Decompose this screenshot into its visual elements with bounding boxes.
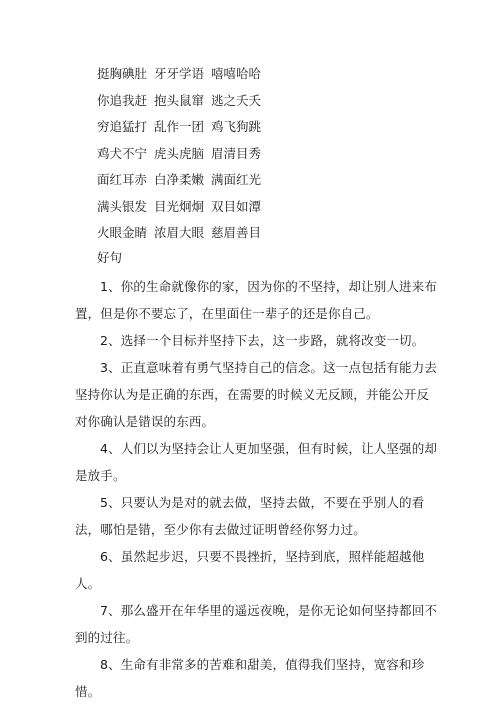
idiom-word: 乱作一团 (154, 119, 205, 134)
idiom-word: 满面红光 (211, 172, 262, 187)
idiom-word: 穷追猛打 (97, 119, 148, 134)
idiom-word: 牙牙学语 (154, 66, 205, 81)
sentence-paragraph: 7、那么盛开在年华里的遥远夜晚，是你无论如何坚持都回不到的过往。 (75, 603, 438, 645)
idiom-word: 虎头虎脑 (154, 145, 205, 161)
idiom-row (97, 197, 457, 224)
sentence-paragraph: 5、只要认为是对的就去做，坚持去做，不要在乎别人的看法，哪怕是错，至少你有去做过证明曾经你努力过。 (75, 495, 425, 537)
idiom-word: 抱头鼠窜 (154, 92, 205, 108)
sentence-paragraph: 8、生命有非常多的苦难和甜美，值得我们坚持，宽容和珍惜。 (75, 657, 425, 699)
idiom-word: 嘻嘻哈哈 (211, 66, 262, 81)
sentence-list (75, 273, 437, 705)
idiom-word: 目光炯炯 (154, 198, 205, 214)
idiom-word: 慈眉善目 (211, 225, 262, 240)
idiom-row (97, 117, 457, 144)
idiom-word: 眉清目秀 (211, 145, 262, 161)
idiom-word: 双目如潭 (211, 198, 262, 214)
idiom-word: 鸡犬不宁 (97, 145, 148, 161)
idiom-word: 你追我赶 (97, 92, 148, 108)
idiom-word: 浓眉大眼 (154, 225, 205, 240)
idiom-word: 面红耳赤 (97, 172, 148, 187)
idiom-row (97, 64, 457, 91)
idiom-word: 挺胸碘肚 (97, 66, 148, 81)
section-heading: 好句 (97, 250, 123, 265)
idiom-word: 鸡飞狗跳 (211, 119, 262, 134)
sentence-paragraph: 2、选择一个目标并坚持下去，这一步路，就将改变一切。 (100, 333, 425, 348)
idiom-word: 满头银发 (97, 198, 148, 214)
idiom-row (97, 170, 457, 197)
idiom-word: 逃之夭夭 (211, 92, 262, 108)
idiom-row (97, 91, 457, 118)
idiom-word: 白净柔嫩 (154, 172, 205, 187)
idiom-row (97, 223, 457, 250)
sentence-paragraph: 1、你的生命就像你的家，因为你的不坚持，却让别人进来布置，但是你不要忘了，在里面住一辈子的还是你自己。 (75, 279, 438, 321)
sentence-paragraph: 3、正直意味着有勇气坚持自己的信念。这一点包括有能力去坚持你认为是正确的东西，在需要的时候义无反顾，并能公开反对你确认是错误的东西。 (75, 360, 438, 429)
idiom-row (97, 144, 457, 171)
sentence-paragraph: 4、人们以为坚持会让人更加坚强，但有时候，让人坚强的却是放手。 (75, 441, 438, 483)
idiom-list (97, 64, 457, 250)
sentence-paragraph: 6、虽然起步迟，只要不畏挫折，坚持到底，照样能超越他人。 (75, 549, 425, 591)
idiom-word: 火眼金睛 (97, 225, 148, 240)
